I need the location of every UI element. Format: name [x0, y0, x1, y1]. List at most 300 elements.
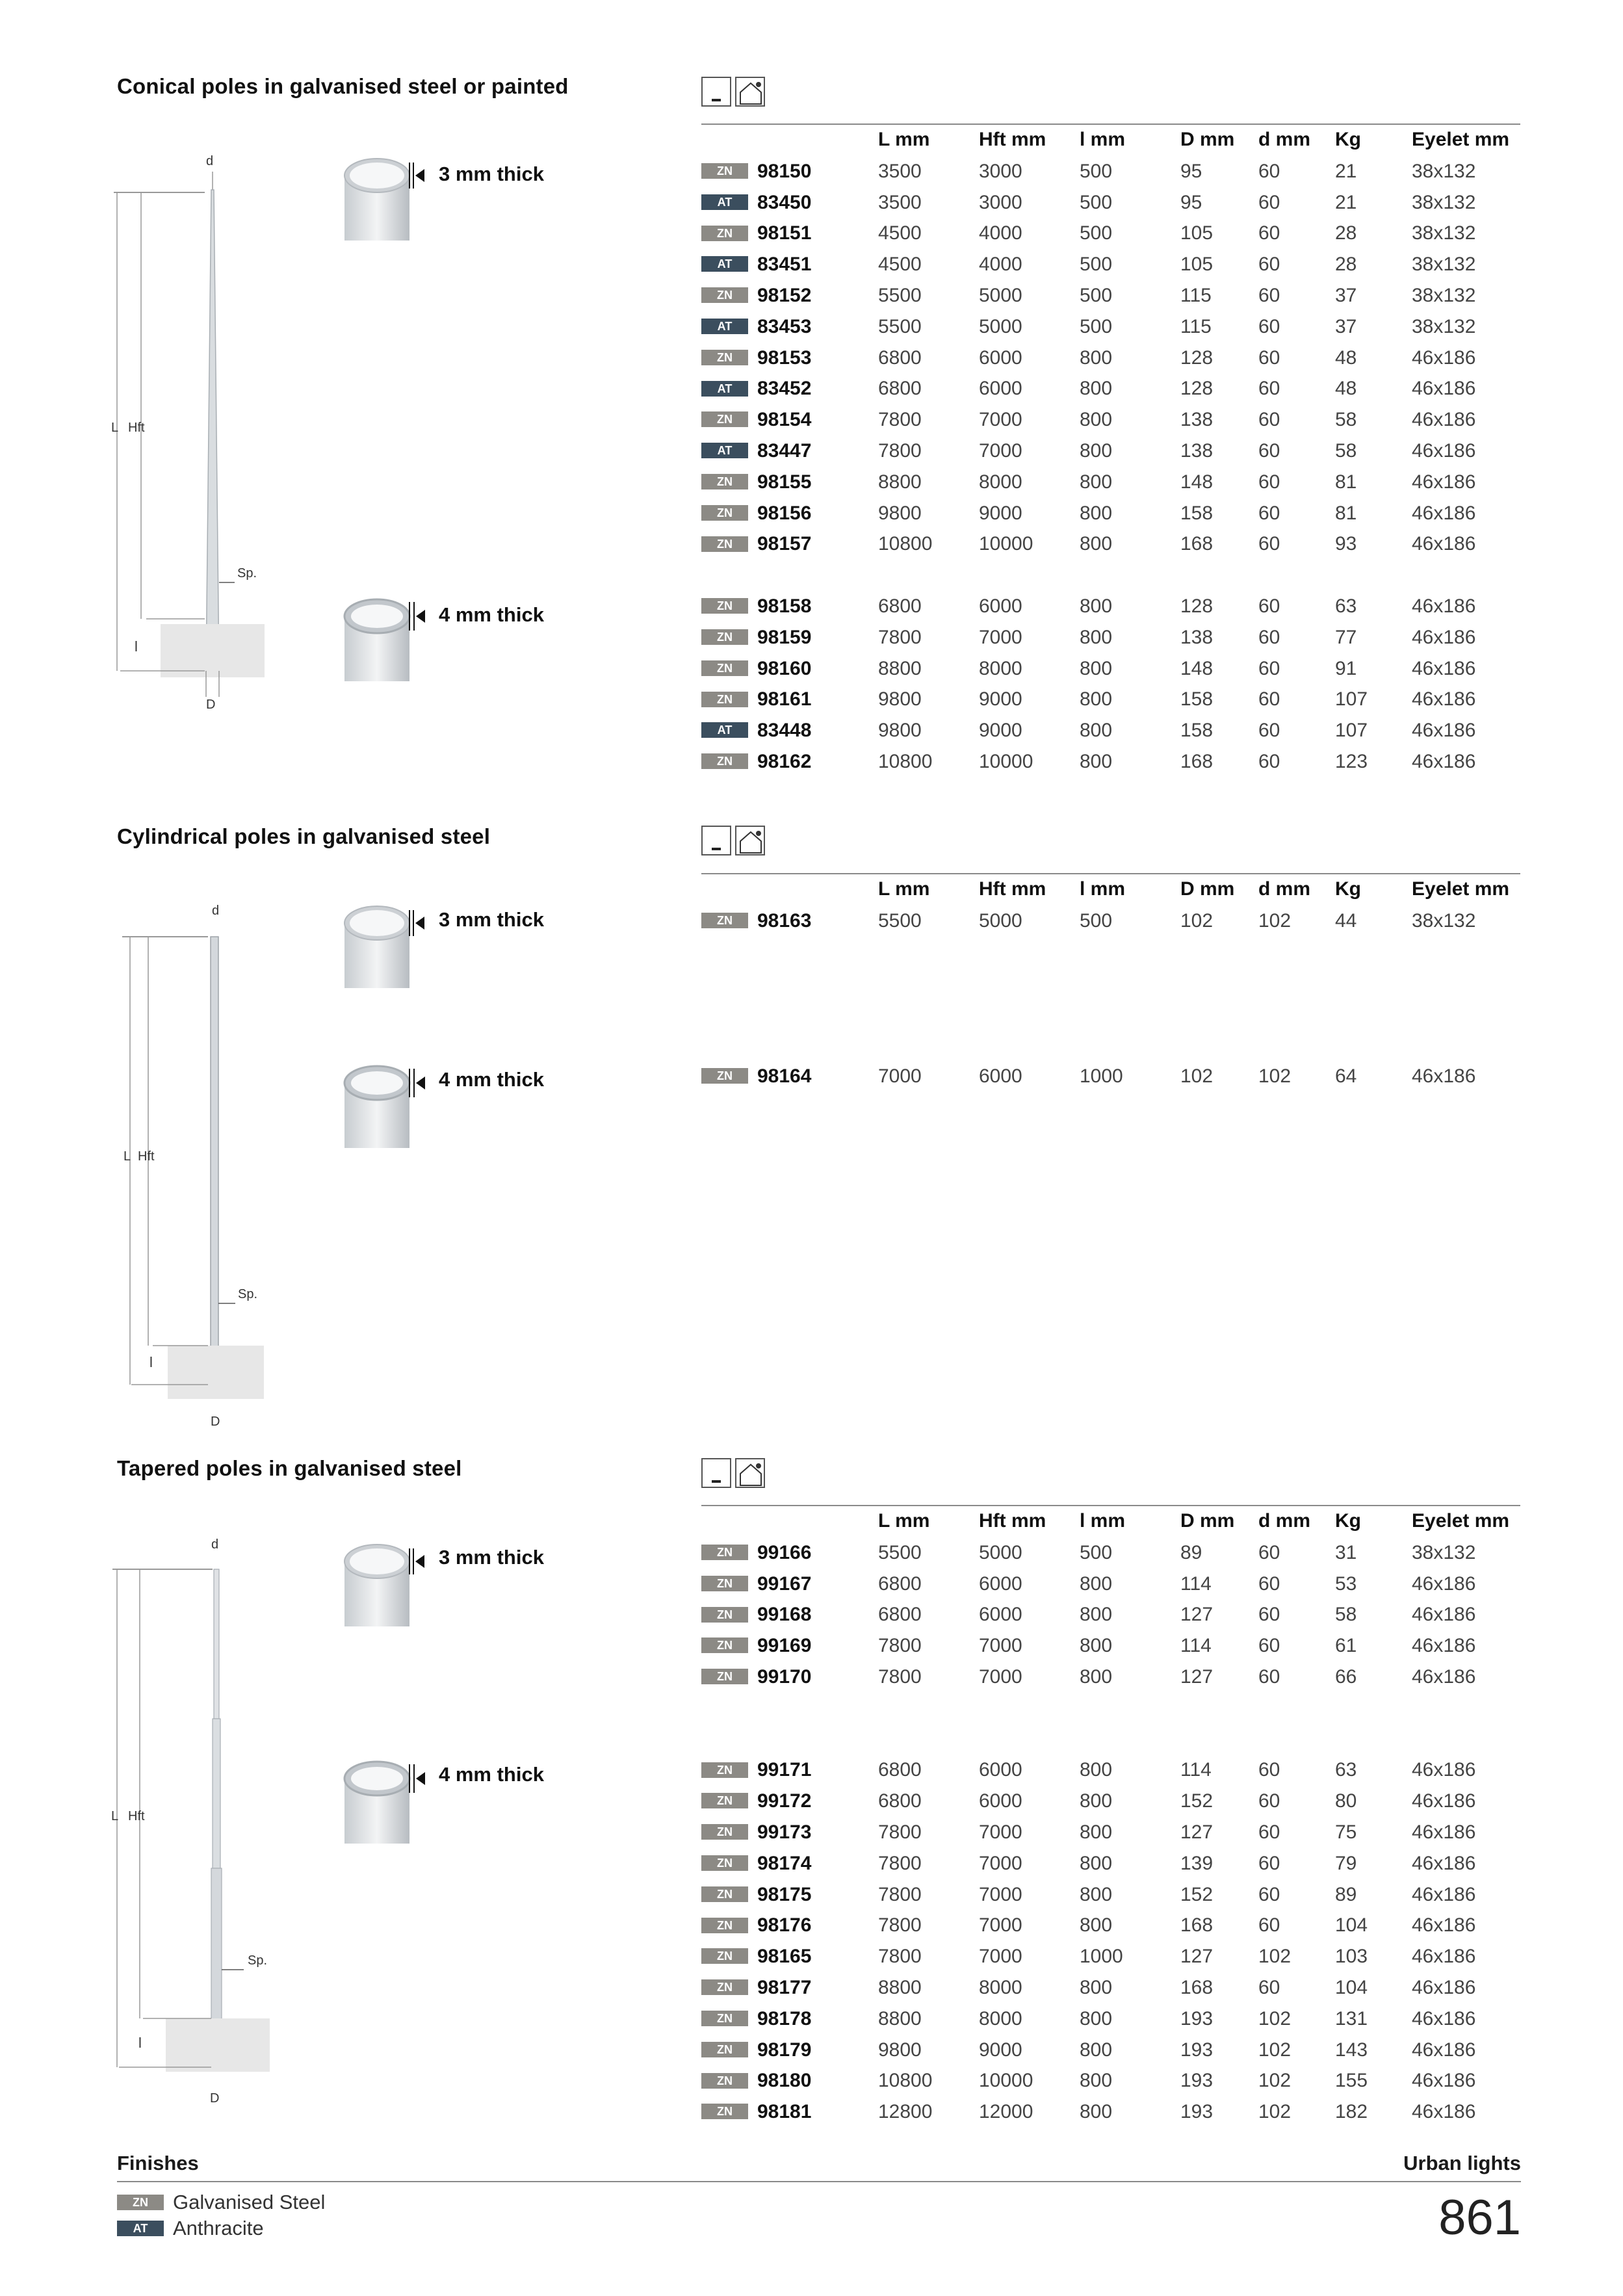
product-code-cell	[701, 591, 878, 622]
cell-d: 193	[1180, 2039, 1214, 2061]
product-code-cell	[701, 498, 878, 529]
cell-l: 6800	[878, 1572, 922, 1595]
finish-badge: ZN	[701, 629, 748, 645]
cell-d: 60	[1258, 751, 1280, 773]
tube-4mm-cylindrical-icon	[341, 1063, 426, 1155]
pole-top-icon	[735, 1458, 765, 1488]
column-header: l mm	[1080, 874, 1180, 906]
cell-hft: 8000	[979, 657, 1022, 679]
cell-d: 60	[1258, 626, 1280, 648]
cell-hft: 8000	[979, 2007, 1022, 2029]
table-row	[701, 1972, 1520, 2003]
finish-badge: ZN	[701, 163, 748, 179]
cell-eyelet: 46x186	[1412, 626, 1476, 648]
cell-hft: 7000	[979, 440, 1022, 462]
product-code: 98176	[757, 1914, 812, 1937]
cell-kg: 61	[1335, 1635, 1357, 1657]
column-header: l mm	[1080, 1506, 1180, 1537]
product-code: 98160	[757, 657, 812, 679]
cell-l: 8800	[878, 471, 922, 493]
diagram-label-d: d	[211, 1537, 219, 1552]
cell-kg: 107	[1335, 688, 1368, 711]
spacer-row	[701, 998, 1520, 1030]
tube-3mm-conical-icon	[341, 156, 426, 247]
cell-kg: 77	[1335, 626, 1357, 648]
table-row	[701, 1848, 1520, 1879]
cell-d: 138	[1180, 626, 1214, 648]
table-row	[701, 1879, 1520, 1911]
table-row	[701, 1630, 1520, 1662]
cell-eyelet: 46x186	[1412, 688, 1476, 711]
cell-eyelet: 38x132	[1412, 191, 1476, 213]
cell-kg: 48	[1335, 378, 1357, 400]
product-code: 99171	[757, 1759, 812, 1781]
cell-l: 8800	[878, 657, 922, 679]
product-code-cell	[701, 1848, 878, 1879]
cell-d: 102	[1258, 2070, 1292, 2092]
cell-d: 60	[1258, 440, 1280, 462]
cell-eyelet: 46x186	[1412, 657, 1476, 679]
table-row	[701, 622, 1520, 653]
table-row	[701, 436, 1520, 467]
cell-d: 168	[1180, 751, 1214, 773]
table-row	[701, 187, 1520, 218]
cell-l: 500	[1080, 909, 1113, 932]
cell-l: 800	[1080, 2070, 1113, 2092]
cell-l: 800	[1080, 471, 1113, 493]
cell-kg: 28	[1335, 222, 1357, 244]
cell-l: 9800	[878, 502, 922, 524]
cell-d: 60	[1258, 1541, 1280, 1563]
thickness-label-3mm: 3 mm thick	[439, 1546, 544, 1569]
finish-badge: ZN	[701, 1918, 748, 1933]
finish-badge: ZN	[701, 753, 748, 769]
product-code-cell	[701, 1911, 878, 1942]
cell-d: 60	[1258, 346, 1280, 369]
cell-d: 193	[1180, 2101, 1214, 2123]
cell-l: 7800	[878, 1852, 922, 1874]
cell-hft: 6000	[979, 1759, 1022, 1781]
cell-eyelet: 46x186	[1412, 346, 1476, 369]
product-code-cell	[701, 467, 878, 498]
cell-d: 105	[1180, 254, 1214, 276]
cell-d: 60	[1258, 254, 1280, 276]
cell-l: 800	[1080, 720, 1113, 742]
cell-hft: 3000	[979, 191, 1022, 213]
table-row	[701, 1911, 1520, 1942]
cell-eyelet: 38x132	[1412, 909, 1476, 932]
cell-l: 800	[1080, 751, 1113, 773]
diagram-label-Sp: Sp.	[238, 1287, 258, 1301]
cell-d: 128	[1180, 595, 1214, 618]
product-code: 98164	[757, 1065, 812, 1087]
table-row	[701, 218, 1520, 250]
table-row	[701, 591, 1520, 622]
product-code: 98162	[757, 751, 812, 773]
cell-eyelet: 46x186	[1412, 409, 1476, 431]
product-code: 98153	[757, 346, 812, 369]
cell-eyelet: 46x186	[1412, 1065, 1476, 1087]
legend-item-at	[117, 2217, 264, 2240]
cell-eyelet: 46x186	[1412, 533, 1476, 555]
cell-l: 800	[1080, 1604, 1113, 1626]
cell-hft: 7000	[979, 1821, 1022, 1844]
cell-l: 6800	[878, 595, 922, 618]
cell-eyelet: 46x186	[1412, 2039, 1476, 2061]
cell-kg: 58	[1335, 1604, 1357, 1626]
diagram-label-Hft: Hft	[128, 1809, 145, 1823]
cell-d: 158	[1180, 720, 1214, 742]
pole-top-icon	[735, 77, 765, 107]
cell-hft: 9000	[979, 502, 1022, 524]
column-header: L mm	[878, 1506, 979, 1537]
product-code-cell	[701, 2096, 878, 2128]
finish-badge: ZN	[701, 2104, 748, 2119]
cell-l: 7800	[878, 1635, 922, 1657]
cell-l: 800	[1080, 502, 1113, 524]
table-row	[701, 685, 1520, 716]
column-header: Kg	[1335, 124, 1412, 156]
mounting-icons	[701, 1458, 765, 1488]
cell-l: 5500	[878, 1541, 922, 1563]
product-code-cell	[701, 156, 878, 187]
diagram-label-L: L	[111, 421, 119, 435]
ground-mount-icon	[701, 826, 731, 855]
tube-4mm-tapered-icon	[341, 1759, 426, 1850]
cell-l: 800	[1080, 1883, 1113, 1905]
cell-eyelet: 46x186	[1412, 440, 1476, 462]
product-code-cell	[701, 218, 878, 250]
header-code	[701, 874, 878, 906]
product-code-cell	[701, 1630, 878, 1662]
diagram-label-D: D	[206, 698, 216, 712]
cell-kg: 63	[1335, 1759, 1357, 1781]
product-code-cell	[701, 2035, 878, 2066]
product-code: 98175	[757, 1883, 812, 1905]
cell-l: 8800	[878, 1977, 922, 1999]
cell-d: 114	[1180, 1759, 1212, 1781]
finish-badge: ZN	[701, 1576, 748, 1591]
cell-hft: 5000	[979, 285, 1022, 307]
cell-l: 500	[1080, 285, 1113, 307]
cell-d: 60	[1258, 1852, 1280, 1874]
cell-d: 60	[1258, 191, 1280, 213]
product-code-cell	[701, 653, 878, 685]
finish-badge: ZN	[701, 1607, 748, 1623]
cell-kg: 182	[1335, 2101, 1368, 2123]
cell-l: 800	[1080, 1635, 1113, 1657]
cell-l: 9800	[878, 688, 922, 711]
table-row	[701, 249, 1520, 280]
cell-kg: 64	[1335, 1065, 1357, 1087]
finish-badge: ZN	[701, 598, 748, 614]
cell-hft: 5000	[979, 1541, 1022, 1563]
cell-kg: 104	[1335, 1914, 1368, 1937]
cell-eyelet: 38x132	[1412, 160, 1476, 182]
product-code-cell	[701, 343, 878, 374]
finish-badge: ZN	[701, 660, 748, 676]
product-code: 98174	[757, 1852, 812, 1874]
product-code: 98165	[757, 1946, 812, 1968]
diagram-label-l: l	[135, 638, 138, 655]
finish-badge: ZN	[701, 411, 748, 427]
cell-kg: 91	[1335, 657, 1357, 679]
spacer-row	[701, 1724, 1520, 1755]
cell-eyelet: 46x186	[1412, 720, 1476, 742]
cell-l: 4500	[878, 254, 922, 276]
header-code	[701, 124, 878, 156]
cell-l: 800	[1080, 346, 1113, 369]
cell-hft: 10000	[979, 2070, 1033, 2092]
mounting-icons	[701, 77, 765, 107]
column-header: L mm	[878, 124, 979, 156]
cell-kg: 44	[1335, 909, 1357, 932]
diagram-label-Sp: Sp.	[237, 566, 257, 581]
cell-l: 6800	[878, 1759, 922, 1781]
finish-badge: AT	[701, 443, 748, 458]
thickness-label-4mm: 4 mm thick	[439, 603, 544, 626]
cell-eyelet: 46x186	[1412, 1759, 1476, 1781]
product-code: 83450	[757, 191, 812, 213]
finish-badge: ZN	[701, 505, 748, 521]
table-row	[701, 280, 1520, 311]
cell-d: 102	[1258, 1946, 1292, 1968]
cell-l: 7800	[878, 1666, 922, 1688]
cell-l: 9800	[878, 720, 922, 742]
cell-l: 5500	[878, 315, 922, 337]
cell-kg: 81	[1335, 502, 1357, 524]
header-code	[701, 1506, 878, 1537]
cell-l: 800	[1080, 595, 1113, 618]
column-header: Eyelet mm	[1412, 124, 1520, 156]
table-row	[701, 1537, 1520, 1569]
legend-label: Galvanised Steel	[173, 2191, 326, 2213]
cell-eyelet: 46x186	[1412, 471, 1476, 493]
cell-d: 102	[1258, 909, 1292, 932]
diagram-label-d: d	[212, 904, 220, 918]
product-code: 98154	[757, 409, 812, 431]
cell-d: 89	[1180, 1541, 1202, 1563]
finish-badge: ZN	[701, 1762, 748, 1778]
cell-eyelet: 46x186	[1412, 1604, 1476, 1626]
product-code-cell	[701, 1755, 878, 1786]
spacer-row	[701, 937, 1520, 968]
cell-d: 60	[1258, 657, 1280, 679]
column-header: Eyelet mm	[1412, 874, 1520, 906]
cell-l: 800	[1080, 533, 1113, 555]
spacer-row	[701, 1030, 1520, 1061]
cell-d: 60	[1258, 160, 1280, 182]
cell-d: 60	[1258, 688, 1280, 711]
product-code-cell	[701, 1817, 878, 1848]
cell-kg: 143	[1335, 2039, 1368, 2061]
cell-eyelet: 46x186	[1412, 1821, 1476, 1844]
cell-eyelet: 46x186	[1412, 1977, 1476, 1999]
table-row	[701, 1817, 1520, 1848]
product-code: 98177	[757, 1977, 812, 1999]
cell-d: 60	[1258, 1821, 1280, 1844]
cell-hft: 6000	[979, 595, 1022, 618]
finish-badge: ZN	[701, 350, 748, 365]
cell-d: 60	[1258, 533, 1280, 555]
product-code-cell	[701, 1537, 878, 1569]
table-row	[701, 2035, 1520, 2066]
cell-l: 800	[1080, 1821, 1113, 1844]
cell-d: 60	[1258, 1759, 1280, 1781]
column-header: l mm	[1080, 124, 1180, 156]
cell-eyelet: 38x132	[1412, 222, 1476, 244]
cell-d: 60	[1258, 1883, 1280, 1905]
cell-l: 6800	[878, 346, 922, 369]
product-code-cell	[701, 249, 878, 280]
cell-hft: 10000	[979, 533, 1033, 555]
table-row	[701, 906, 1520, 937]
cell-l: 8800	[878, 2007, 922, 2029]
product-code-cell	[701, 1786, 878, 1817]
cell-l: 6800	[878, 1790, 922, 1812]
cell-l: 800	[1080, 1914, 1113, 1937]
cell-l: 7800	[878, 1914, 922, 1937]
cell-d: 60	[1258, 315, 1280, 337]
cell-hft: 8000	[979, 1977, 1022, 1999]
cell-hft: 6000	[979, 1790, 1022, 1812]
product-code-cell	[701, 1662, 878, 1693]
cell-d: 152	[1180, 1790, 1214, 1812]
cell-l: 800	[1080, 1790, 1113, 1812]
cell-d: 168	[1180, 533, 1214, 555]
product-code-cell	[701, 746, 878, 777]
cell-eyelet: 38x132	[1412, 254, 1476, 276]
cell-d: 60	[1258, 1604, 1280, 1626]
table-row	[701, 715, 1520, 746]
product-code: 98179	[757, 2039, 812, 2061]
cell-hft: 12000	[979, 2101, 1033, 2123]
cell-hft: 9000	[979, 688, 1022, 711]
finish-badge: ZN	[701, 536, 748, 552]
product-code: 99167	[757, 1572, 812, 1595]
cell-eyelet: 46x186	[1412, 1790, 1476, 1812]
finish-badge: ZN	[701, 1948, 748, 1964]
table-row	[701, 1061, 1520, 1092]
cell-l: 9800	[878, 2039, 922, 2061]
cell-eyelet: 46x186	[1412, 2070, 1476, 2092]
tube-3mm-tapered-icon	[341, 1542, 426, 1633]
cell-d: 114	[1180, 1635, 1212, 1657]
product-code-cell	[701, 311, 878, 343]
product-code: 99169	[757, 1635, 812, 1657]
cell-eyelet: 38x132	[1412, 315, 1476, 337]
product-code: 98178	[757, 2007, 812, 2029]
column-header: L mm	[878, 874, 979, 906]
cell-kg: 155	[1335, 2070, 1368, 2092]
cell-l: 6800	[878, 1604, 922, 1626]
spacer-row	[701, 968, 1520, 999]
cell-hft: 4000	[979, 222, 1022, 244]
footer-divider	[117, 2181, 1521, 2182]
diagram-label-L: L	[111, 1809, 119, 1823]
cell-l: 7000	[878, 1065, 922, 1087]
finish-badge: ZN	[701, 2011, 748, 2026]
cell-l: 10800	[878, 751, 933, 773]
product-code-cell	[701, 436, 878, 467]
product-code: 99170	[757, 1666, 812, 1688]
cell-d: 60	[1258, 1666, 1280, 1688]
cell-d: 60	[1258, 1977, 1280, 1999]
spec-table-cylindrical	[701, 873, 1520, 1092]
pole-top-icon	[735, 826, 765, 855]
cell-l: 800	[1080, 378, 1113, 400]
cell-d: 102	[1180, 1065, 1214, 1087]
diagram-label-l: l	[138, 2035, 142, 2051]
finish-badge: ZN	[701, 1545, 748, 1560]
diagram-label-L: L	[123, 1149, 131, 1164]
cell-hft: 7000	[979, 1635, 1022, 1657]
cell-kg: 123	[1335, 751, 1368, 773]
cell-kg: 80	[1335, 1790, 1357, 1812]
cell-hft: 7000	[979, 1852, 1022, 1874]
thickness-label-4mm: 4 mm thick	[439, 1763, 544, 1786]
table-row	[701, 2003, 1520, 2035]
product-code: 98151	[757, 222, 812, 244]
cell-kg: 63	[1335, 595, 1357, 618]
legend-label: Anthracite	[173, 2217, 264, 2239]
product-code-cell	[701, 685, 878, 716]
table-row	[701, 529, 1520, 560]
finish-badge: ZN	[701, 692, 748, 707]
cell-d: 168	[1180, 1914, 1214, 1937]
diagram-label-l: l	[149, 1354, 153, 1370]
spec-table-conical	[701, 124, 1520, 777]
table-row	[701, 653, 1520, 685]
cell-kg: 81	[1335, 471, 1357, 493]
cell-l: 7800	[878, 1883, 922, 1905]
cell-d: 60	[1258, 595, 1280, 618]
cylindrical-pole-diagram	[117, 900, 286, 1433]
cell-kg: 103	[1335, 1946, 1368, 1968]
cell-d: 168	[1180, 1977, 1214, 1999]
cell-d: 105	[1180, 222, 1214, 244]
column-header: D mm	[1180, 124, 1258, 156]
cell-hft: 5000	[979, 909, 1022, 932]
column-header: Hft mm	[979, 874, 1080, 906]
product-code-cell	[701, 1061, 878, 1092]
cell-l: 500	[1080, 254, 1113, 276]
cell-l: 500	[1080, 191, 1113, 213]
cell-d: 115	[1180, 315, 1212, 337]
product-code: 99172	[757, 1790, 812, 1812]
cell-l: 800	[1080, 1852, 1113, 1874]
column-header: Kg	[1335, 874, 1412, 906]
product-code-cell	[701, 622, 878, 653]
finish-badge: ZN	[701, 226, 748, 241]
cell-l: 5500	[878, 909, 922, 932]
table-row	[701, 2066, 1520, 2097]
cell-l: 800	[1080, 440, 1113, 462]
finish-badge: ZN	[701, 1637, 748, 1653]
finish-badge: ZN	[701, 1793, 748, 1808]
product-code: 98158	[757, 595, 812, 618]
column-header: Hft mm	[979, 124, 1080, 156]
finish-badge: ZN	[701, 2042, 748, 2057]
cell-l: 500	[1080, 1541, 1113, 1563]
cell-d: 138	[1180, 409, 1214, 431]
cell-kg: 37	[1335, 315, 1357, 337]
product-code-cell	[701, 404, 878, 436]
thickness-label-3mm: 3 mm thick	[439, 163, 544, 185]
cell-l: 800	[1080, 2039, 1113, 2061]
cell-kg: 37	[1335, 285, 1357, 307]
cell-l: 10800	[878, 2070, 933, 2092]
